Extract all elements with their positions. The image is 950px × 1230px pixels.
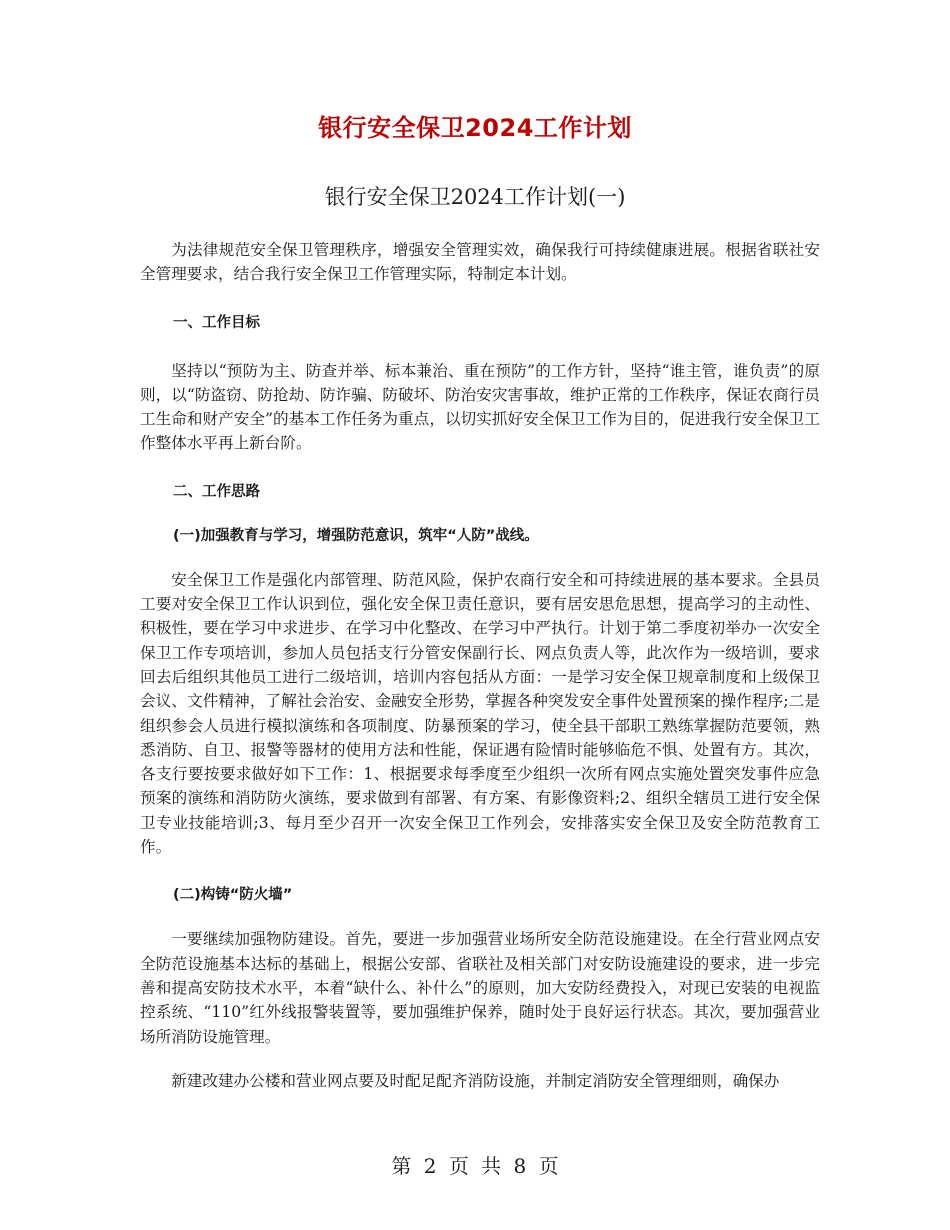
document-title: 银行安全保卫2024工作计划 [318,114,632,142]
subsection-heading-firewall: (二)构铸“防火墙” [173,887,293,904]
facilities-paragraph: 新建改建办公楼和营业网点要及时配足配齐消防设施，并制定消防安全管理细则，确保办 [171,1071,780,1090]
section-heading-goals: 一、工作目标 [173,314,260,331]
document-body [140,238,820,1093]
page-number-footer: 第 2 页 共 8 页 [391,1154,559,1178]
goals-paragraph: 坚持以“预防为主、防查并举、标本兼治、重在预防”的工作方针，坚持“谁主管，谁负责”的原则，以“防盗窃、防抢劫、防诈骗、防破坏、防治安灾害事故，维护正常的工作秩序，保证农商行员工生命和财产安全”的基本工作任务为重点，以切实抓好安全保卫工作为目的，促进我行安全保卫工作整体水平再上新台阶。 [140,361,820,453]
subsection-heading-education: (一)加强教育与学习，增强防范意识，筑牢“人防”战线。 [173,527,539,544]
section-heading-approach: 二、工作思路 [173,483,260,500]
document-subtitle: 银行安全保卫2024工作计划(一) [324,185,626,209]
education-paragraph: 安全保卫工作是强化内部管理、防范风险，保护农商行安全和可持续进展的基本要求。全县员工要对安全保卫工作认识到位，强化安全保卫责任意识，要有居安思危思想，提高学习的主动性、积极性，要在学习中求进步、在学习中化整改、在学习中严执行。计划于第二季度初举办一次安全保卫工作专项培训，参加人员包括支行分管安保副行长、网点负责人等，此次作为一级培训，要求回去后组织其他员工进行二级培训，培训内容包括从方面：一是学习安全保卫规章制度和上级保卫会议、文件精神，了解社会治安、金融安全形势，掌握各种突发安全事件处置预案的操作程序;二是组织参会人员进行模拟演练和各项制度、防暴预案的学习，使全县干部职工熟练掌握防范要领，熟悉消防、自卫、报警等器材的使用方法和性能，保证遇有险情时能够临危不惧、处置有方。其次，各支行要按要求做好如下工作：1、根据要求每季度至少组织一次所有网点实施处置突发事件应急预案的演练和消防防火演练，要求做到有部署、有方案、有影像资料;2、组织全辖员工进行安全保卫专业技能培训;3、每月至少召开一次安全保卫工作列会，安排落实安全保卫及安全防范教育工作。 [140,570,820,857]
firewall-paragraph: 一要继续加强物防建设。首先，要进一步加强营业场所安全防范设施建设。在全行营业网点安全防范设施基本达标的基础上，根据公安部、省联社及相关部门对安防设施建设的要求，进一步完善和提高安防技术水平，本着“缺什么、补什么”的原则，加大安防经费投入，对现已安装的电视监控系统、“110”红外线报警装置等，要加强维护保养，随时处于良好运行状态。其次，要加强营业场所消防设施管理。 [140,930,820,1046]
intro-paragraph: 为法律规范安全保卫管理秩序，增强安全管理实效，确保我行可持续健康进展。根据省联社安全管理要求，结合我行安全保卫工作管理实际，特制定本计划。 [140,241,820,284]
